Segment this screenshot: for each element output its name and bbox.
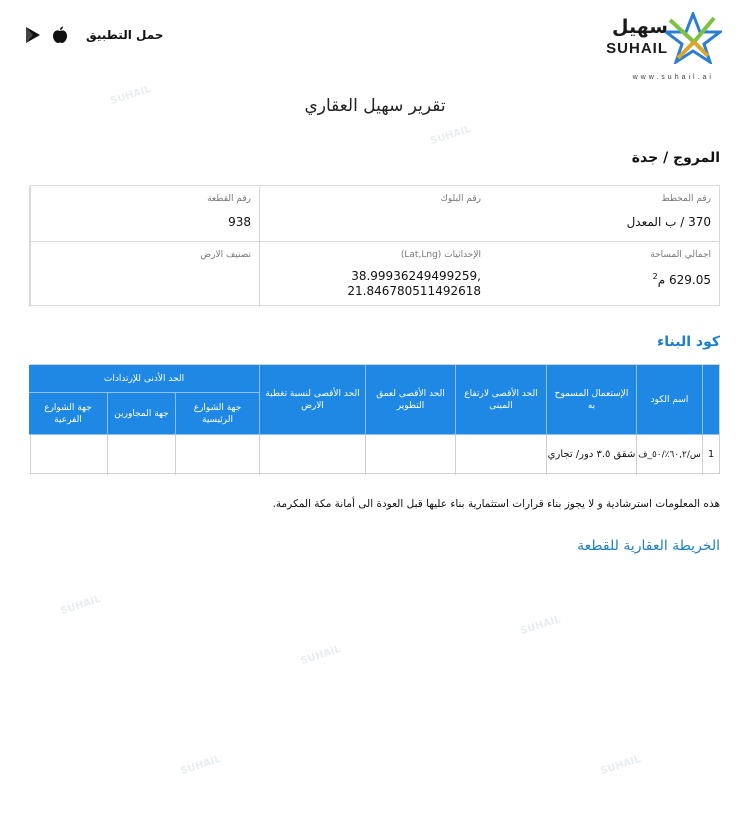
th-side-streets: جهة الشوارع الفرعية	[29, 393, 107, 435]
area-number: 629.05	[669, 273, 711, 287]
th-max-coverage: الحد الأقصى لنسبة تغطية الارض	[259, 365, 365, 435]
watermark: SUHAIL	[109, 83, 153, 108]
watermark: SUHAIL	[429, 123, 473, 148]
disclaimer-text: هذه المعلومات استرشادية و لا يجوز بناء قرارات استثمارية بناء عليها قبل العودة الى أمانة مكة المكرمة.	[272, 498, 720, 510]
th-neighbors: جهة المجاورين	[107, 393, 175, 435]
plan-number-label: رقم المخطط	[661, 194, 711, 204]
parcel-number-value: 938	[228, 215, 251, 229]
watermark: SUHAIL	[299, 643, 343, 668]
parcel-number-cell	[29, 186, 259, 241]
plot-map-title: الخريطة العقارية للقطعة	[577, 538, 720, 554]
apple-icon[interactable]	[52, 26, 68, 44]
block-number-label: رقم البلوك	[440, 194, 481, 204]
coordinates-cell	[259, 241, 489, 307]
plan-number-cell	[489, 186, 719, 241]
td-max-height	[455, 435, 546, 475]
area-unit: م	[657, 273, 666, 287]
td-index: 1	[702, 435, 719, 475]
report-title: تقرير سهيل العقاري	[304, 96, 446, 116]
th-allowed-use: الإستعمال المسموح به	[546, 365, 636, 435]
total-area-label: اجمالي المساحة	[650, 250, 711, 260]
td-allowed-use: شقق ٣.٥ دور/ تجاري	[546, 435, 636, 475]
watermark: SUHAIL	[179, 753, 223, 778]
watermark: SUHAIL	[59, 593, 103, 618]
plan-number-value: 370 / ب المعدل	[626, 215, 711, 229]
google-play-icon[interactable]	[24, 26, 42, 44]
th-max-depth: الحد الأقصى لعمق التطوير	[365, 365, 455, 435]
coordinates-value	[347, 269, 481, 299]
suhail-logo[interactable]	[592, 12, 722, 81]
app-download-label[interactable]: حمل التطبيق	[86, 28, 164, 42]
watermark: SUHAIL	[599, 753, 643, 778]
td-code-name: س/٢‏,٦٠٪‏/٥٠_ف	[636, 435, 702, 475]
brand-url: www.suhail.ai	[632, 74, 714, 81]
brand-name-english: SUHAIL	[606, 40, 668, 57]
brand-name-arabic: سهيل	[612, 16, 668, 38]
building-code-title: كود البناء	[657, 334, 720, 350]
th-max-height: الحد الأقصى لارتفاع المبنى	[455, 365, 546, 435]
location-heading: المروج / جدة	[631, 150, 720, 166]
star-logo-icon	[664, 12, 722, 64]
land-class-cell	[29, 241, 259, 307]
td-max-coverage	[259, 435, 365, 475]
th-main-streets: جهة الشوارع الرئيسية	[175, 393, 259, 435]
plot-info-grid	[30, 185, 720, 306]
td-max-depth	[365, 435, 455, 475]
app-download-bar	[24, 26, 163, 44]
block-number-cell	[259, 186, 489, 241]
td-main-streets	[175, 435, 259, 475]
coordinates-line-1: 38.99936249499259,	[351, 269, 481, 283]
watermark: SUHAIL	[519, 613, 563, 638]
th-code-name: اسم الكود	[636, 365, 702, 435]
total-area-cell	[489, 241, 719, 307]
td-side-streets	[29, 435, 107, 475]
coordinates-label: الإحداثيات (Lat,Lng)	[400, 250, 481, 260]
coordinates-line-2: 21.846780511492618	[347, 284, 481, 298]
th-index	[702, 365, 719, 435]
th-min-setbacks: الحد الأدنى للإرتدادات	[29, 365, 259, 393]
total-area-value	[653, 272, 711, 287]
area-unit-power: 2	[652, 272, 658, 281]
land-class-label: تصنيف الارض	[200, 250, 251, 260]
td-neighbors	[107, 435, 175, 475]
building-code-table	[30, 364, 720, 474]
parcel-number-label: رقم القطعة	[207, 194, 251, 204]
